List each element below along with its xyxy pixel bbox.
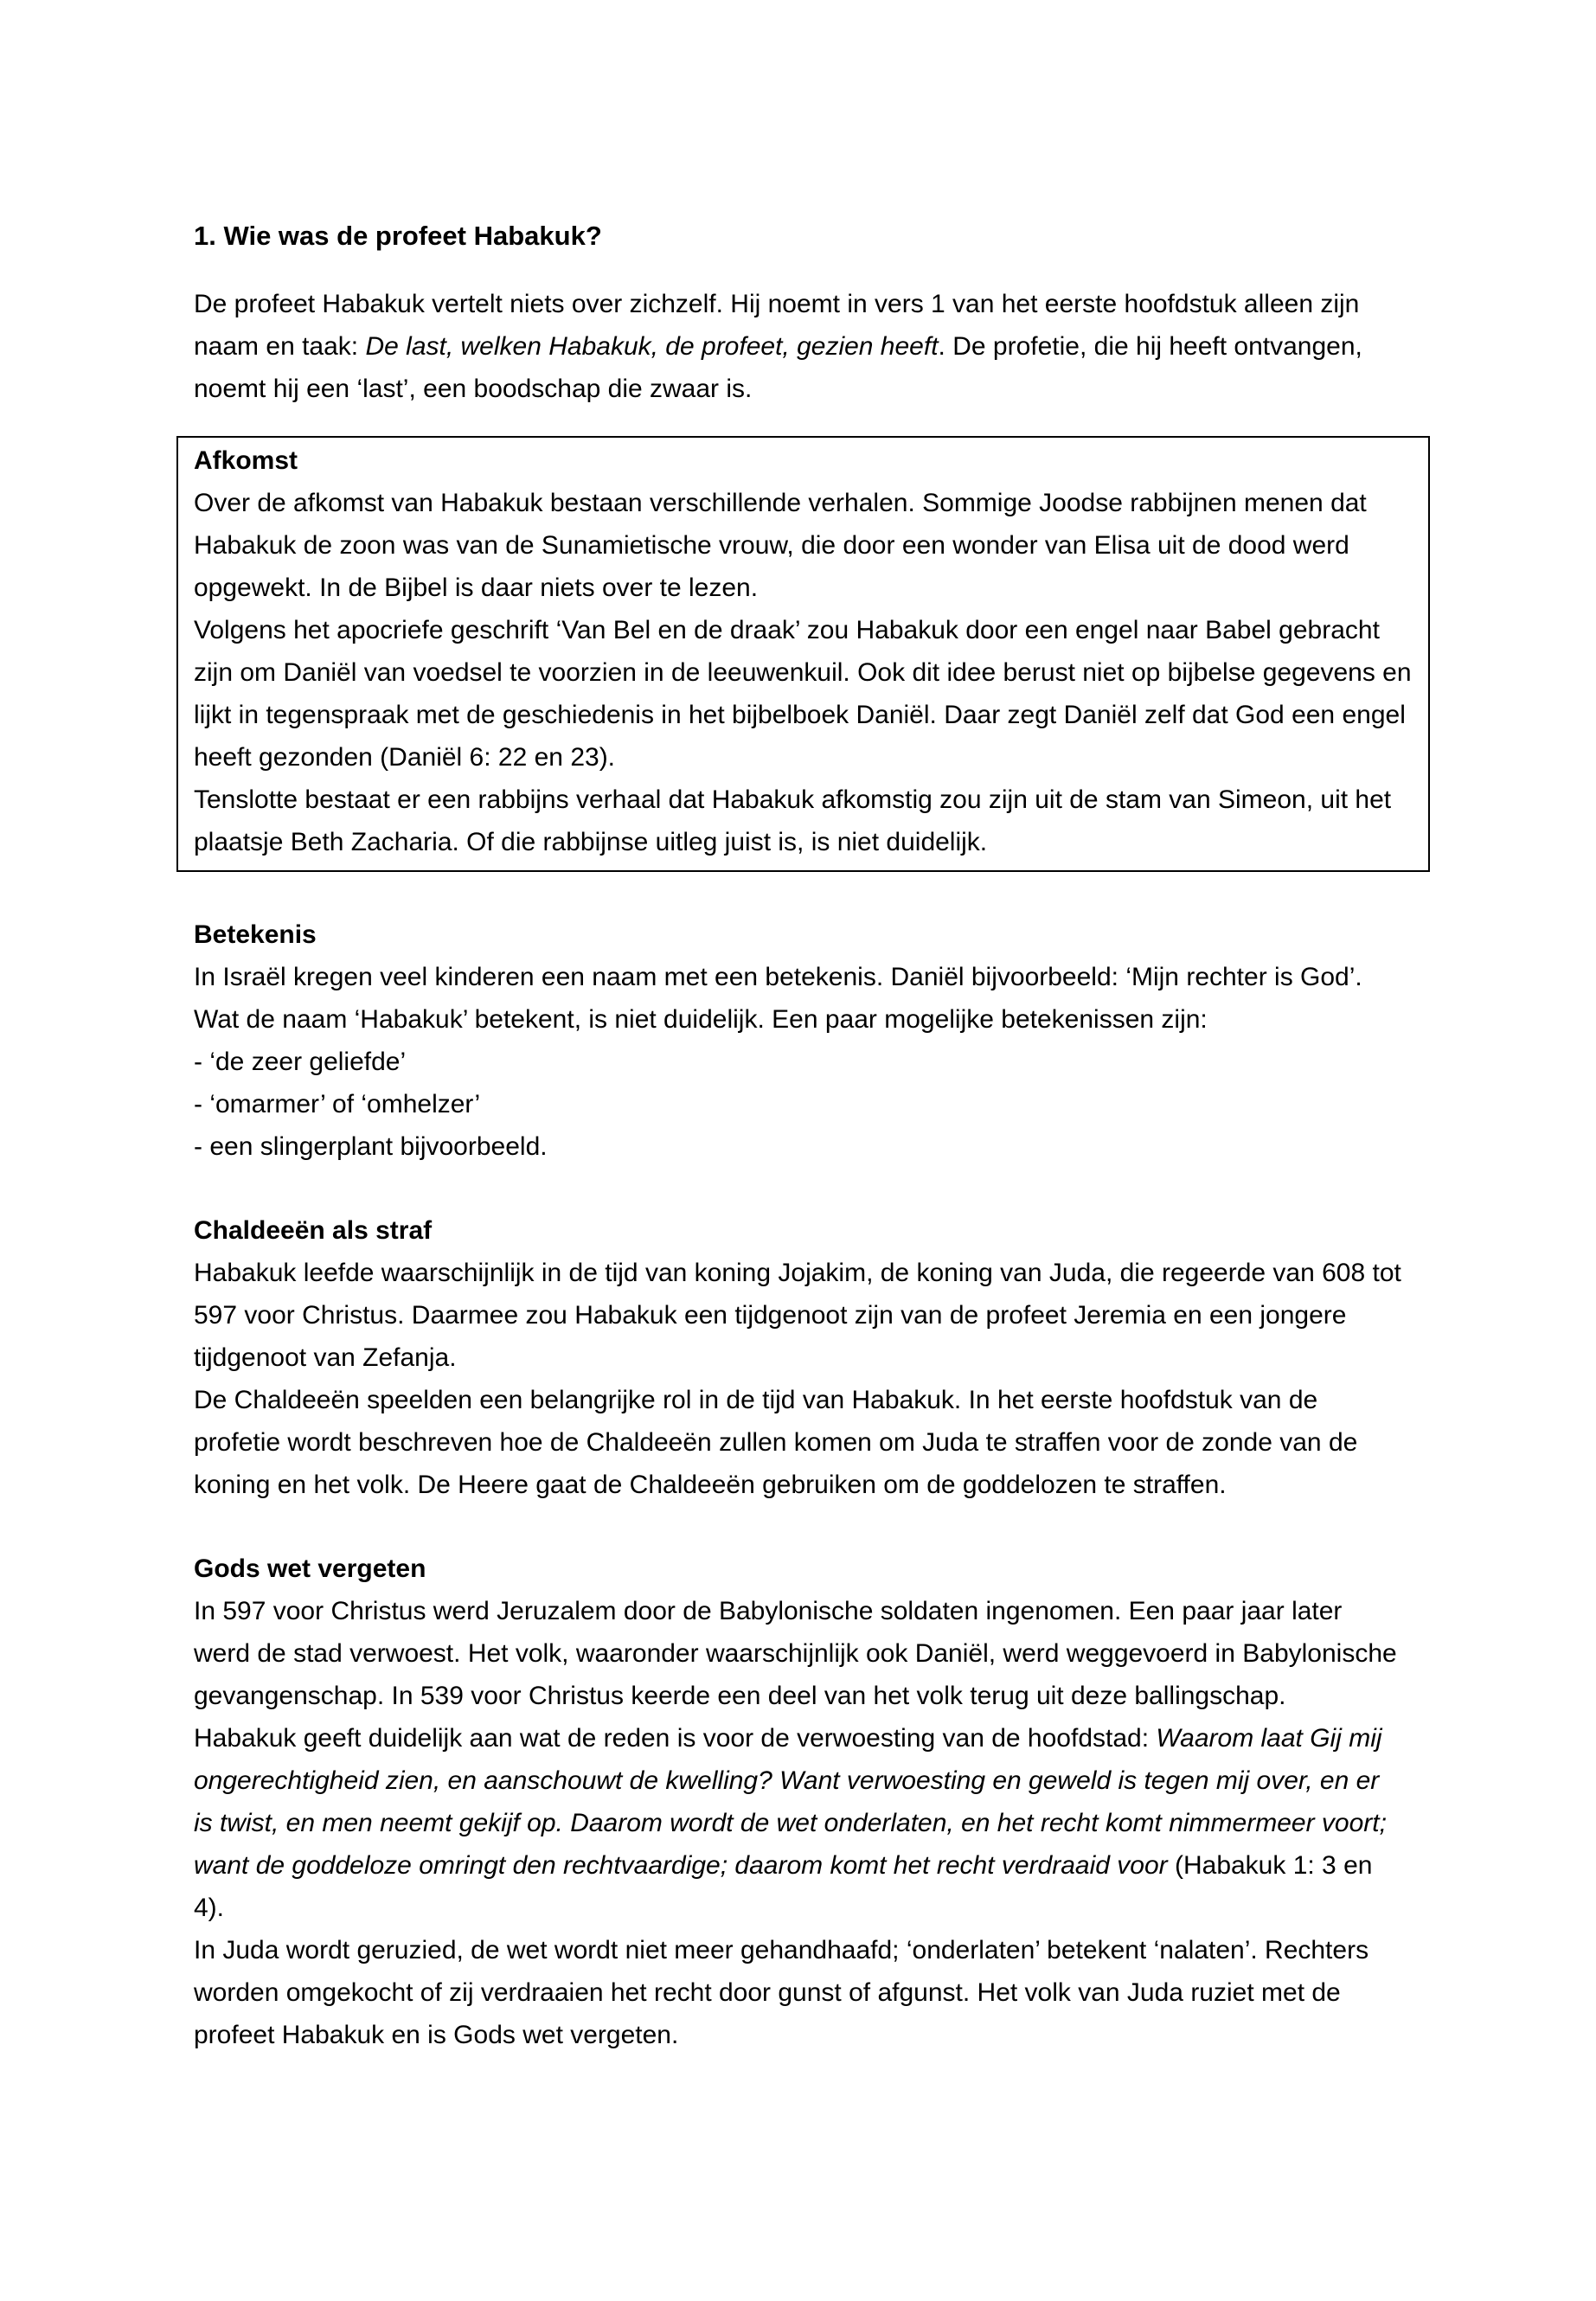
- chaldeeen-paragraph: De Chaldeeën speelden een belangrijke rol in de tijd van Habakuk. In het eerste hoofdstuk van de profetie wordt beschreven hoe de Chaldeeën zullen komen om Juda te straffen voor de zonde van de koning en het volk. De Heere gaat de Chaldeeën gebruiken om de goddelozen te straffen.: [194, 1386, 1358, 1499]
- chaldeeen-paragraph: Habakuk leefde waarschijnlijk in de tijd van koning Jojakim, de koning van Juda, die regeerde van 608 tot 597 voor Christus. Daarmee zou Habakuk een tijdgenoot zijn van de profeet Jeremia en een jongere tijdgenoot van Zefanja.: [194, 1259, 1401, 1372]
- page-title: 1. Wie was de profeet Habakuk?: [194, 221, 602, 251]
- afkomst-paragraph: Tenslotte bestaat er een rabbijns verhaal dat Habakuk afkomstig zou zijn uit de stam van Simeon, uit het plaatsje Beth Zacharia. Of die rabbijnse uitleg juist is, is niet duidelijk.: [194, 785, 1392, 856]
- gods-wet-paragraph: In 597 voor Christus werd Jeruzalem door de Babylonische soldaten ingenomen. Een paar jaar later werd de stad verwoest. Het volk, waaronder waarschijnlijk ook Daniël, werd weggevoerd in Babylonische gevangenschap. In 539 voor Christus keerde een deel van het volk terug uit deze ballingschap.: [194, 1597, 1397, 1710]
- gods-wet-paragraph: In Juda wordt geruzied, de wet wordt niet meer gehandhaafd; ‘onderlaten’ betekent ‘nalaten’. Rechters worden omgekocht of zij verdraaien het recht door gunst of afgunst. Het volk van Juda ruziet met de profeet Habakuk en is Gods wet vergeten.: [194, 1936, 1369, 2049]
- chaldeeen-heading: Chaldeeën als straf: [194, 1216, 433, 1245]
- text-run: De profeet Habakuk vertelt niets over zichzelf. Hij noemt in vers 1 van het eerste hoofdstuk alleen zijn naam en taak:: [194, 290, 1360, 361]
- text-run-italic: De last, welken Habakuk, de profeet, gezien heeft: [365, 332, 939, 361]
- gods-wet-paragraph: [194, 1717, 1402, 1929]
- text-run-italic: Waarom laat Gij mij ongerechtigheid zien, en aanschouwt de kwelling? Want verwoesting en geweld is tegen mij over, en er is twist, en men neemt gekijf op. Daarom wordt de wet onderlaten, en het recht komt nimmermeer voort; want de goddeloze omringt den rechtvaardige; daarom komt het recht verdraaid voor: [194, 1724, 1387, 1880]
- text-run: (Habakuk 1: 3 en 4).: [194, 1851, 1373, 1922]
- section-gods-wet: [194, 1548, 1402, 2056]
- betekenis-list-item: - ‘de zeer geliefde’: [194, 1048, 407, 1076]
- text-run: . De profetie, die hij heeft ontvangen, noemt hij een ‘last’, een boodschap die zwaar is.: [194, 332, 1362, 403]
- afkomst-paragraph: Over de afkomst van Habakuk bestaan verschillende verhalen. Sommige Joodse rabbijnen menen dat Habakuk de zoon was van de Sunamietische vrouw, die door een wonder van Elisa uit de dood werd opgewekt. In de Bijbel is daar niets over te lezen.: [194, 489, 1367, 602]
- section-betekenis: [194, 913, 1402, 1168]
- betekenis-heading: Betekenis: [194, 920, 317, 949]
- afkomst-heading: Afkomst: [194, 446, 298, 475]
- section-chaldeeen: [194, 1209, 1402, 1506]
- betekenis-list-item: - ‘omarmer’ of ‘omhelzer’: [194, 1090, 481, 1118]
- afkomst-paragraph: Volgens het apocriefe geschrift ‘Van Bel en de draak’ zou Habakuk door een engel naar Babel gebracht zijn om Daniël van voedsel te voorzien in de leeuwenkuil. Ook dit idee berust niet op bijbelse gegevens en lijkt in tegenspraak met de geschiedenis in het bijbelboek Daniël. Daar zegt Daniël zelf dat God een engel heeft gezonden (Daniël 6: 22 en 23).: [194, 616, 1412, 772]
- text-run: Habakuk geeft duidelijk aan wat de reden is voor de verwoesting van de hoofdstad:: [194, 1724, 1157, 1753]
- gods-wet-heading: Gods wet vergeten: [194, 1554, 426, 1583]
- afkomst-box: [176, 436, 1430, 872]
- betekenis-list-item: - een slingerplant bijvoorbeeld.: [194, 1132, 548, 1161]
- intro-paragraph: [194, 283, 1402, 410]
- betekenis-paragraph: In Israël kregen veel kinderen een naam met een betekenis. Daniël bijvoorbeeld: ‘Mijn rechter is God’. Wat de naam ‘Habakuk’ betekent, is niet duidelijk. Een paar mogelijke betekenissen zijn:: [194, 963, 1362, 1034]
